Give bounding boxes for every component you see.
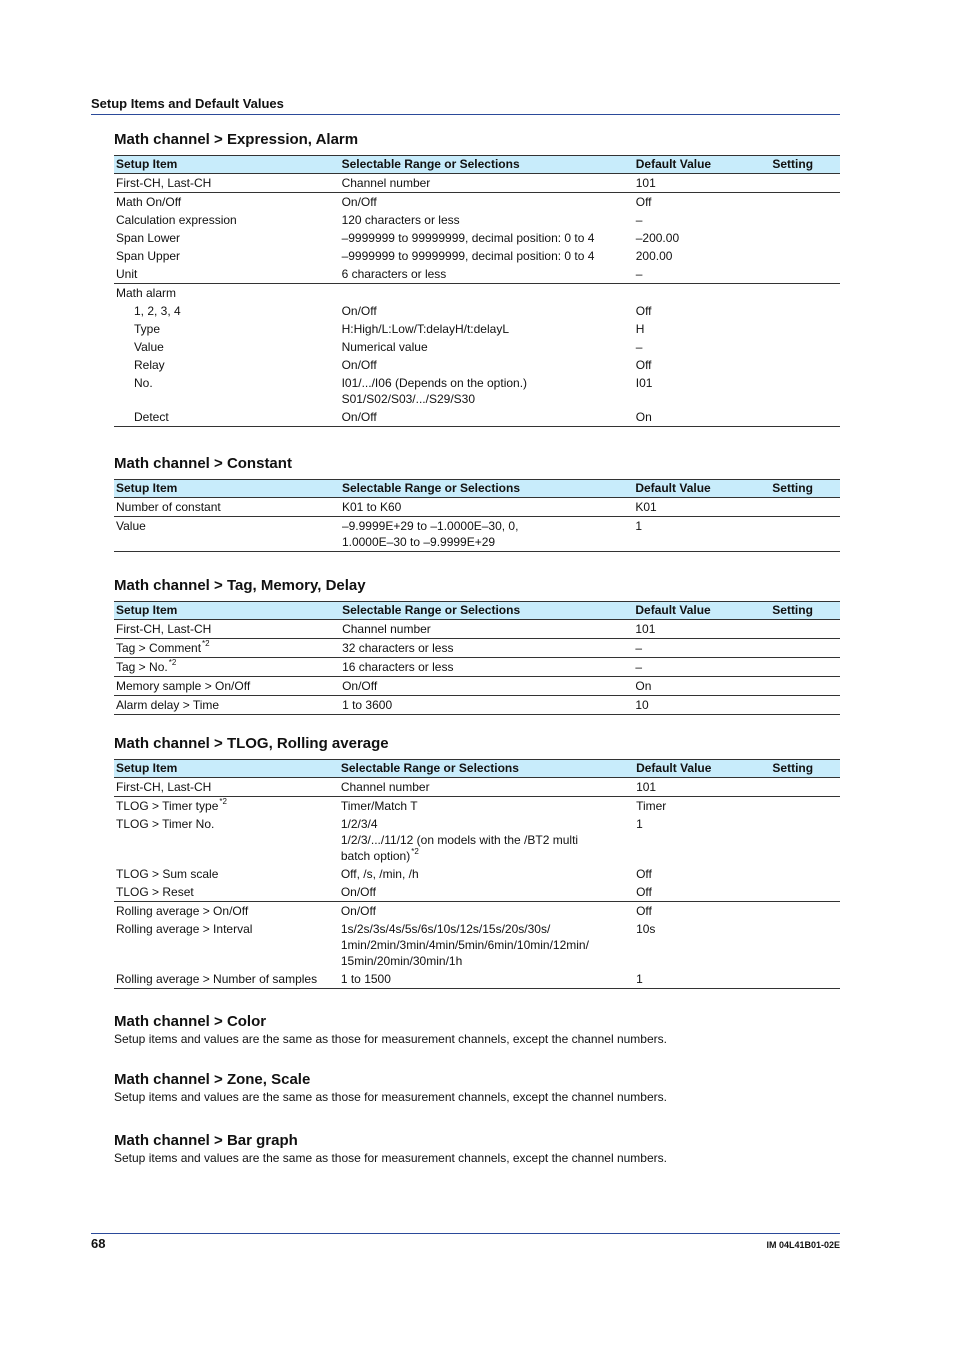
cell-range <box>339 815 634 865</box>
cell-default: Off <box>635 304 652 318</box>
table-row <box>114 284 840 303</box>
cell-setting <box>770 320 840 338</box>
cell-setting <box>770 174 840 193</box>
cell-setting <box>770 696 840 715</box>
cell-default: 1 <box>634 970 770 989</box>
table-row <box>114 302 840 320</box>
footer-rule <box>91 1233 840 1234</box>
range-line: 15min/20min/30min/1h <box>340 954 463 968</box>
cell-setting <box>770 193 840 212</box>
cell-range: –9999999 to 99999999, decimal position: 0 to 4 <box>341 231 595 245</box>
cell-default: On <box>633 677 770 696</box>
cell-setting <box>770 883 840 902</box>
cell-setting <box>770 677 840 696</box>
table-row <box>114 865 840 883</box>
cell-item: First-CH, Last-CH <box>116 780 212 794</box>
cell-range: Channel number <box>341 176 431 190</box>
section-text: Setup items and values are the same as those for measurement channels, except the channel numbers. <box>114 1151 667 1165</box>
cell-setting <box>770 920 840 970</box>
cell-range: Off, /s, /min, /h <box>340 867 419 881</box>
cell-default: 1 <box>636 817 643 831</box>
cell-range: On/Off <box>340 408 634 427</box>
cell-default: 200.00 <box>635 249 673 263</box>
cell-default: –200.00 <box>635 231 680 245</box>
table-row <box>114 970 840 989</box>
cell-range: K01 to K60 <box>341 500 402 514</box>
cell-default: – <box>633 658 770 677</box>
tlog-rolling-table <box>114 759 840 989</box>
cell-item: Relay <box>134 358 165 372</box>
cell-setting <box>770 265 840 284</box>
col-default: Default Value <box>634 156 771 174</box>
section-tag-memory-delay <box>114 577 840 715</box>
table-row <box>114 797 840 816</box>
page-number: 68 <box>91 1236 106 1251</box>
cell-item: TLOG > Reset <box>116 885 194 899</box>
cell-item: Rolling average > On/Off <box>114 902 339 921</box>
range-line: 1min/2min/3min/4min/5min/6min/10min/12min/ <box>340 938 589 952</box>
table-row <box>114 639 840 658</box>
col-setup-item: Setup Item <box>114 760 339 778</box>
cell-setting <box>770 620 840 639</box>
section-title: Math channel > TLOG, Rolling average <box>114 735 389 752</box>
cell-default: H <box>635 322 645 336</box>
cell-range: 120 characters or less <box>341 213 460 227</box>
cell-range: Timer/Match T <box>339 797 634 816</box>
cell-range: 1 to 3600 <box>340 696 633 715</box>
cell-range: Channel number <box>342 622 431 636</box>
col-range: Selectable Range or Selections <box>340 156 634 174</box>
cell-range: H:High/L:Low/T:delayH/t:delayL <box>341 322 509 336</box>
col-setup-item: Setup Item <box>114 602 340 620</box>
item-text: Tag > No. <box>116 660 168 674</box>
col-setting: Setting <box>770 156 840 174</box>
cell-item: Calculation expression <box>116 213 237 227</box>
table-header-row <box>114 760 840 778</box>
cell-default: – <box>635 213 643 227</box>
cell-item: TLOG > Sum scale <box>116 867 219 881</box>
range-line: 1.0000E–30 to –9.9999E+29 <box>341 535 496 549</box>
cell-setting <box>770 902 840 921</box>
cell-range: On/Off <box>339 902 634 921</box>
cell-default: 101 <box>636 780 657 794</box>
table-header-row <box>114 602 840 620</box>
range-line: S01/S02/S03/.../S29/S30 <box>341 392 476 406</box>
table-row <box>114 658 840 677</box>
range-line: 1/2/3/4 <box>340 817 378 831</box>
cell-setting <box>770 639 840 658</box>
table-row <box>114 374 840 408</box>
cell-range: On/Off <box>340 885 376 899</box>
cell-default <box>634 284 771 303</box>
cell-range: 16 characters or less <box>340 658 633 677</box>
footnote-ref: *2 <box>202 639 210 648</box>
table-row <box>114 211 840 229</box>
cell-item: Number of constant <box>116 500 221 514</box>
col-range: Selectable Range or Selections <box>340 602 633 620</box>
expression-alarm-table <box>114 155 840 427</box>
section-title: Math channel > Color <box>114 1013 267 1030</box>
cell-range: On/Off <box>341 358 377 372</box>
cell-default: K01 <box>635 500 657 514</box>
table-row <box>114 247 840 265</box>
range-line <box>341 848 632 864</box>
section-constant <box>114 455 840 552</box>
tag-memory-delay-table <box>114 601 840 715</box>
item-text: Tag > Comment <box>116 641 202 655</box>
cell-range: 32 characters or less <box>340 639 633 658</box>
range-line: I01/.../I06 (Depends on the option.) <box>341 376 528 390</box>
cell-default: Off <box>634 193 771 212</box>
header-title: Setup Items and Default Values <box>91 96 284 111</box>
cell-item: Math On/Off <box>114 193 340 212</box>
cell-item: Span Upper <box>116 249 181 263</box>
table-row <box>114 229 840 247</box>
cell-item: Alarm delay > Time <box>114 696 340 715</box>
cell-default: On <box>634 408 771 427</box>
cell-setting <box>770 815 840 865</box>
cell-item: Span Lower <box>116 231 181 245</box>
cell-range: On/Off <box>340 193 634 212</box>
cell-range <box>339 920 634 970</box>
table-row <box>114 778 840 797</box>
cell-setting <box>770 302 840 320</box>
cell-setting <box>770 408 840 427</box>
cell-item <box>114 639 340 658</box>
cell-range: 6 characters or less <box>341 267 447 281</box>
table-row <box>114 320 840 338</box>
footnote-ref: *2 <box>219 797 227 806</box>
cell-item: 1, 2, 3, 4 <box>134 304 181 318</box>
table-row <box>114 677 840 696</box>
cell-item: Rolling average > Interval <box>116 922 253 936</box>
table-row <box>114 174 840 193</box>
cell-default: – <box>633 639 770 658</box>
footnote-ref: *2 <box>411 847 419 856</box>
col-setting: Setting <box>770 602 840 620</box>
range-line: 1/2/3/.../11/12 (on models with the /BT2 multi <box>340 833 579 847</box>
document-id: IM 04L41B01-02E <box>766 1240 840 1250</box>
table-row <box>114 902 840 921</box>
section-expression-alarm <box>114 131 840 427</box>
section-title: Math channel > Constant <box>114 455 292 472</box>
table-row <box>114 265 840 284</box>
cell-setting <box>770 229 840 247</box>
col-setup-item: Setup Item <box>114 480 340 498</box>
col-setting: Setting <box>770 760 840 778</box>
cell-default: Timer <box>634 797 770 816</box>
col-setup-item: Setup Item <box>114 156 340 174</box>
cell-item: Type <box>134 322 161 336</box>
table-row <box>114 620 840 639</box>
section-title: Math channel > Bar graph <box>114 1132 298 1149</box>
cell-setting <box>770 498 840 517</box>
cell-default: Off <box>634 902 770 921</box>
range-text: batch option) <box>340 849 411 863</box>
section-tlog-rolling-average <box>114 735 840 989</box>
cell-setting <box>770 374 840 408</box>
cell-default: 101 <box>635 176 656 190</box>
table-row <box>114 193 840 212</box>
range-line: –9.9999E+29 to –1.0000E–30, 0, <box>341 519 519 533</box>
cell-default: 1 <box>633 517 770 552</box>
cell-setting <box>770 970 840 989</box>
cell-default: 101 <box>635 622 656 636</box>
cell-range: Channel number <box>340 780 430 794</box>
cell-setting <box>770 797 840 816</box>
section-text: Setup items and values are the same as those for measurement channels, except the channel numbers. <box>114 1032 667 1046</box>
section-bar-graph <box>114 1132 840 1166</box>
section-title: Math channel > Tag, Memory, Delay <box>114 577 366 594</box>
constant-table <box>114 479 840 552</box>
table-row <box>114 517 840 552</box>
cell-item: TLOG > Timer No. <box>116 817 215 831</box>
cell-setting <box>770 778 840 797</box>
cell-item: Value <box>114 517 340 552</box>
cell-setting <box>770 658 840 677</box>
cell-range <box>340 284 634 303</box>
cell-item: Detect <box>114 408 340 427</box>
cell-setting <box>770 211 840 229</box>
cell-default: Off <box>636 867 652 881</box>
table-row <box>114 815 840 865</box>
section-text: Setup items and values are the same as those for measurement channels, except the channel numbers. <box>114 1090 667 1104</box>
cell-default: – <box>635 267 643 281</box>
section-title: Math channel > Zone, Scale <box>114 1071 311 1088</box>
cell-item <box>114 658 340 677</box>
cell-item <box>114 797 339 816</box>
col-setting: Setting <box>770 480 840 498</box>
col-default: Default Value <box>633 480 770 498</box>
cell-setting <box>770 338 840 356</box>
cell-range <box>340 517 633 552</box>
cell-range: On/Off <box>341 304 377 318</box>
section-color <box>114 1013 840 1047</box>
table-row <box>114 408 840 427</box>
cell-setting <box>770 517 840 552</box>
cell-range: –9999999 to 99999999, decimal position: 0 to 4 <box>341 249 595 263</box>
table-header-row <box>114 156 840 174</box>
col-range: Selectable Range or Selections <box>340 480 633 498</box>
cell-setting <box>770 356 840 374</box>
table-row <box>114 338 840 356</box>
cell-item: Value <box>134 340 164 354</box>
table-row <box>114 696 840 715</box>
cell-item: Rolling average > Number of samples <box>114 970 339 989</box>
cell-item: First-CH, Last-CH <box>116 622 212 636</box>
cell-default: 10s <box>636 922 656 936</box>
section-title: Math channel > Expression, Alarm <box>114 131 359 148</box>
table-row <box>114 356 840 374</box>
cell-range <box>340 374 634 408</box>
col-default: Default Value <box>634 760 770 778</box>
cell-setting <box>770 284 840 303</box>
cell-item: No. <box>134 376 153 390</box>
cell-default: Off <box>635 358 652 372</box>
table-header-row <box>114 480 840 498</box>
col-default: Default Value <box>633 602 770 620</box>
running-header <box>91 96 840 115</box>
table-row <box>114 920 840 970</box>
table-row <box>114 498 840 517</box>
cell-range: Numerical value <box>341 340 428 354</box>
table-row <box>114 883 840 902</box>
col-range: Selectable Range or Selections <box>339 760 634 778</box>
cell-item: Memory sample > On/Off <box>114 677 340 696</box>
cell-range: On/Off <box>340 677 633 696</box>
item-text: TLOG > Timer type <box>116 799 219 813</box>
cell-item: Unit <box>116 267 138 281</box>
cell-setting <box>770 865 840 883</box>
cell-default: I01 <box>635 376 653 390</box>
cell-item: First-CH, Last-CH <box>116 176 212 190</box>
cell-default: Off <box>636 885 652 899</box>
cell-default: – <box>635 340 643 354</box>
cell-item: Math alarm <box>114 284 340 303</box>
cell-range: 1 to 1500 <box>339 970 634 989</box>
range-line: 1s/2s/3s/4s/5s/6s/10s/12s/15s/20s/30s/ <box>340 922 551 936</box>
cell-setting <box>770 247 840 265</box>
section-zone-scale <box>114 1071 840 1105</box>
cell-default: 10 <box>633 696 770 715</box>
footnote-ref: *2 <box>168 658 177 667</box>
